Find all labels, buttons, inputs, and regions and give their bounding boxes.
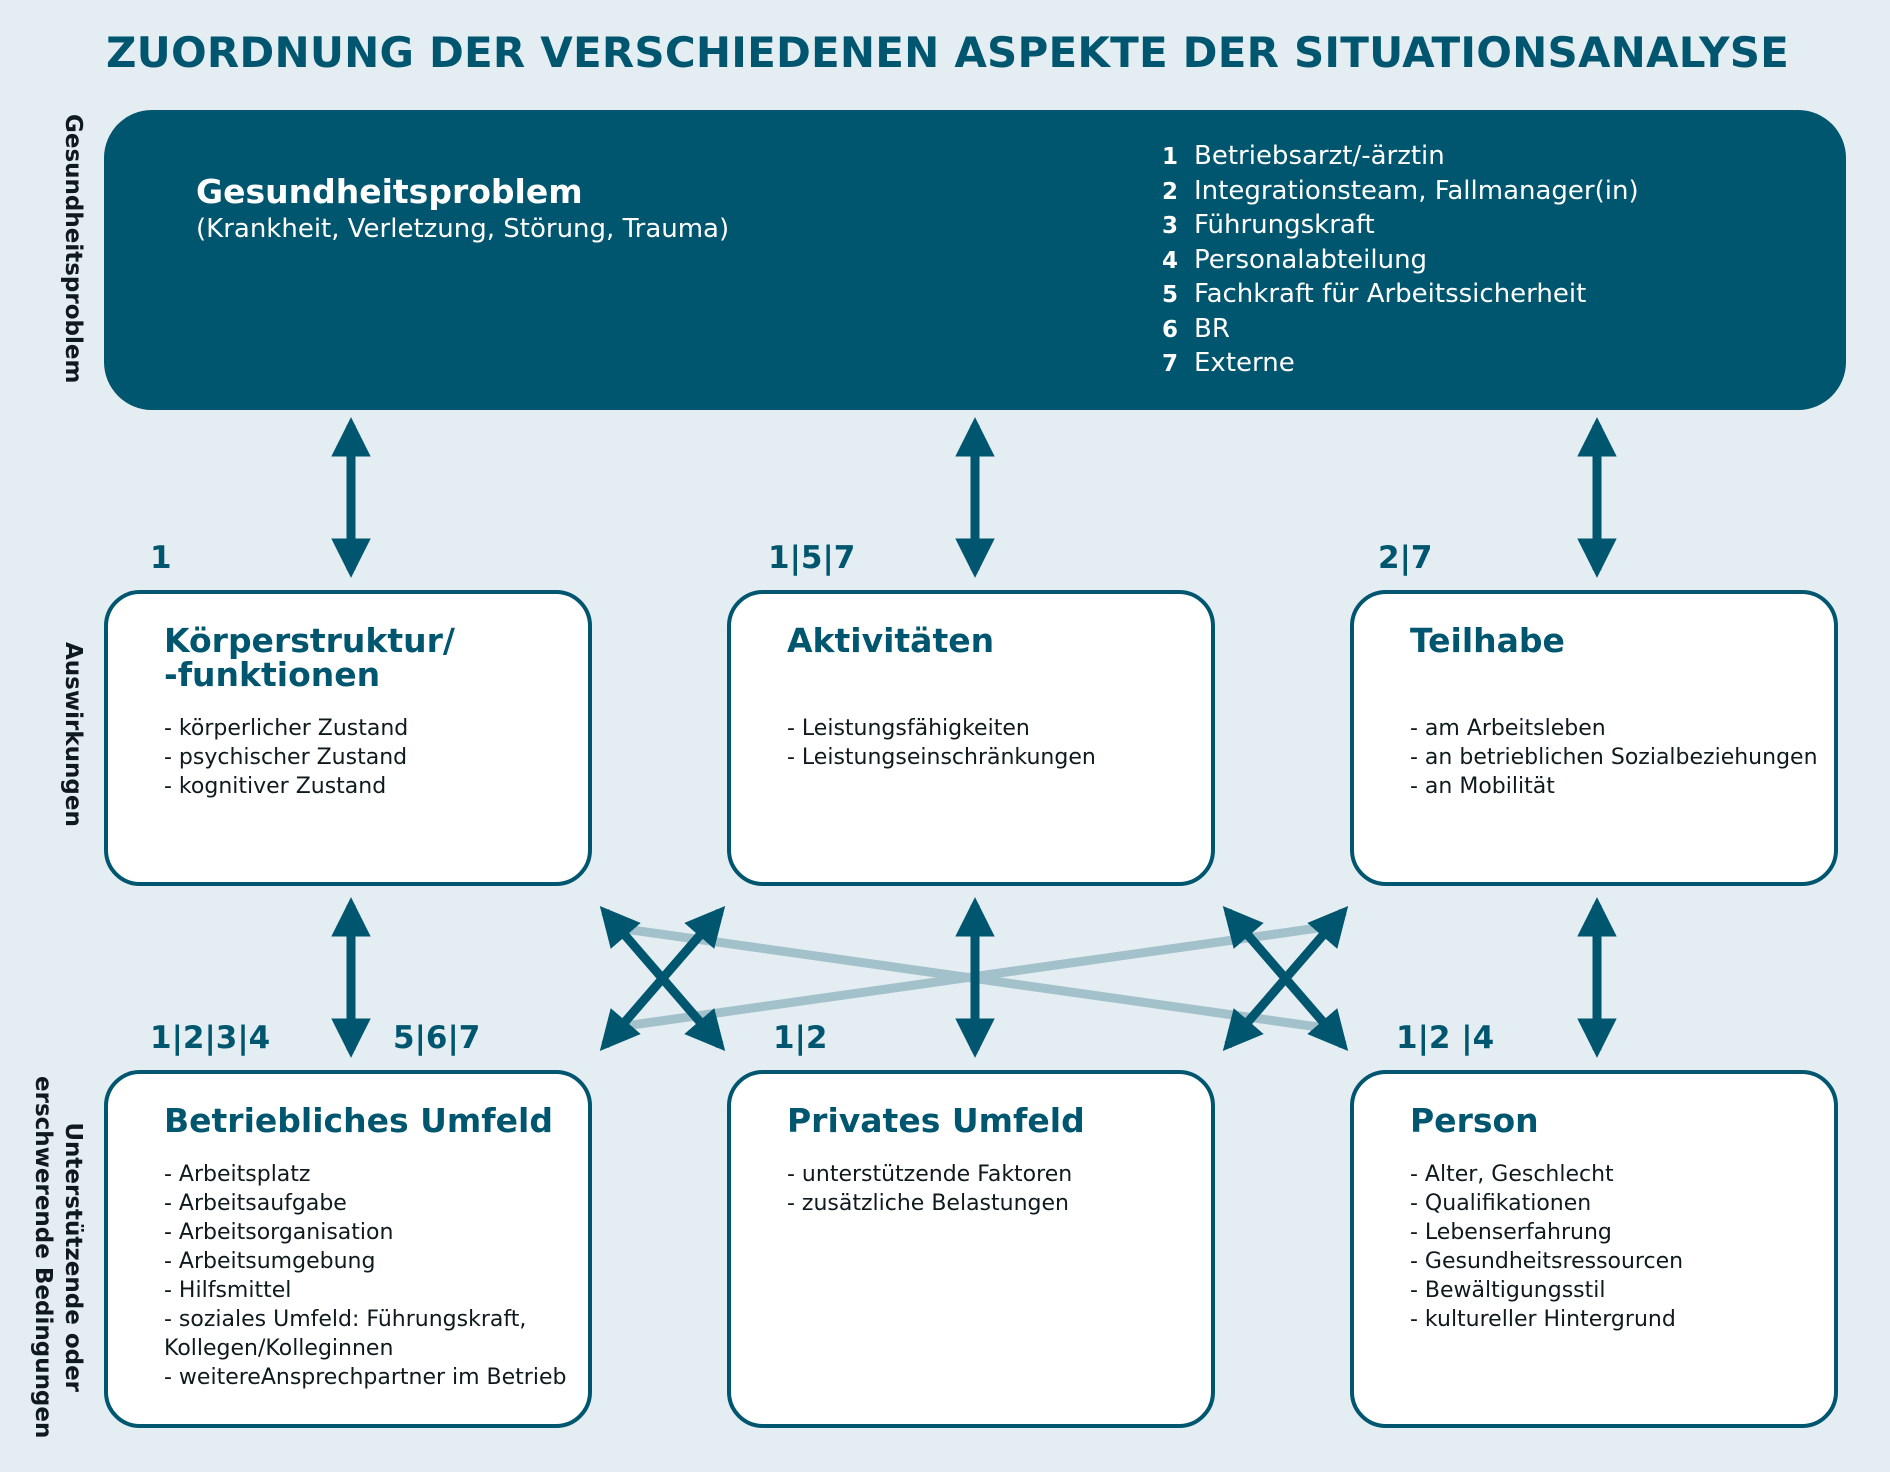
box-body-structure — [104, 590, 592, 886]
box-title: Betriebliches Umfeld — [164, 1101, 553, 1140]
list-item: - Leistungseinschränkungen — [787, 745, 1096, 770]
list-item: - kognitiver Zustand — [164, 774, 387, 799]
box-title: Teilhabe — [1410, 621, 1565, 660]
role-label: Integrationsteam, Fallmanager(in) — [1194, 175, 1639, 206]
box-private-environment — [727, 1070, 1215, 1428]
role-label: Personalabteilung — [1194, 244, 1428, 275]
health-problem-title: Gesundheitsproblem — [196, 172, 583, 211]
list-item: - Alter, Geschlecht — [1410, 1162, 1614, 1187]
list-item: - Leistungsfähigkeiten — [787, 716, 1030, 741]
list-item: - an betrieblichen Sozialbeziehungen — [1410, 745, 1818, 770]
box-title: Privates Umfeld — [787, 1101, 1085, 1140]
list-item: - zusätzliche Belastungen — [787, 1191, 1069, 1216]
side-label-effects: Auswirkungen — [60, 642, 86, 827]
role-number: 6 — [1162, 316, 1179, 343]
list-item: - Bewältigungsstil — [1410, 1278, 1606, 1303]
numbers-participation: 2|7 — [1378, 540, 1433, 576]
numbers-workplace-extra: 5|6|7 — [393, 1020, 481, 1056]
page-title: ZUORDNUNG DER VERSCHIEDENEN ASPEKTE DER SITUATIONSANALYSE — [106, 28, 1790, 77]
box-items — [164, 714, 408, 801]
box-title: Person — [1410, 1101, 1539, 1140]
numbers-body: 1 — [150, 540, 172, 576]
list-item: - Arbeitsumgebung — [164, 1249, 376, 1274]
role-label: Führungskraft — [1194, 210, 1375, 240]
list-item: - Lebenserfahrung — [1410, 1220, 1612, 1245]
box-title: Körperstruktur/ -funktionen — [164, 621, 455, 694]
health-problem-subtitle: (Krankheit, Verletzung, Störung, Trauma) — [196, 214, 730, 244]
list-item: - Qualifikationen — [1410, 1191, 1592, 1216]
role-label: BR — [1194, 313, 1230, 344]
numbers-person: 1|2 |4 — [1396, 1020, 1495, 1056]
box-items — [1410, 714, 1818, 801]
role-label: Fachkraft für Arbeitssicherheit — [1194, 279, 1587, 309]
role-number: 2 — [1162, 178, 1179, 205]
numbers-workplace: 1|2|3|4 — [150, 1020, 271, 1056]
list-item: - psychischer Zustand — [164, 745, 408, 770]
side-label-conditions-line1: Unterstützende oder — [60, 1122, 86, 1393]
numbers-activities: 1|5|7 — [768, 540, 856, 576]
list-item: - Arbeitsaufgabe — [164, 1191, 347, 1216]
list-item: - Arbeitsorganisation — [164, 1220, 394, 1245]
numbers-private: 1|2 — [773, 1020, 828, 1056]
box-activities — [727, 590, 1215, 886]
box-person — [1350, 1070, 1838, 1428]
list-item: - Gesundheitsressourcen — [1410, 1249, 1684, 1274]
role-number: 1 — [1162, 144, 1179, 170]
role-number: 5 — [1162, 282, 1179, 308]
side-label-conditions-line2: erschwerende Bedingungen — [30, 1076, 56, 1439]
role-number: 7 — [1162, 351, 1179, 377]
list-item: - am Arbeitsleben — [1410, 716, 1606, 741]
list-item: - kultureller Hintergrund — [1410, 1307, 1676, 1332]
list-item: - soziales Umfeld: Führungskraft, Kollegen/Kolleginnen — [164, 1307, 527, 1361]
side-label-health: Gesundheitsproblem — [60, 114, 86, 384]
box-items — [787, 714, 1096, 772]
list-item: - Hilfsmittel — [164, 1278, 292, 1303]
role-number: 4 — [1162, 247, 1179, 274]
list-item: - weitereAnsprechpartner im Betrieb — [164, 1365, 567, 1390]
list-item: - körperlicher Zustand — [164, 716, 409, 741]
box-items — [164, 1160, 566, 1392]
box-workplace-environment — [104, 1070, 592, 1428]
role-label: Betriebsarzt/-ärztin — [1194, 141, 1445, 171]
box-title: Aktivitäten — [787, 621, 995, 660]
list-item: - unterstützende Faktoren — [787, 1162, 1073, 1187]
box-participation — [1350, 590, 1838, 886]
box-items — [787, 1160, 1072, 1218]
box-items — [1410, 1160, 1683, 1334]
role-number: 3 — [1162, 213, 1179, 239]
list-item: - an Mobilität — [1410, 774, 1555, 799]
role-label: Externe — [1194, 348, 1295, 378]
list-item: - Arbeitsplatz — [164, 1162, 311, 1187]
